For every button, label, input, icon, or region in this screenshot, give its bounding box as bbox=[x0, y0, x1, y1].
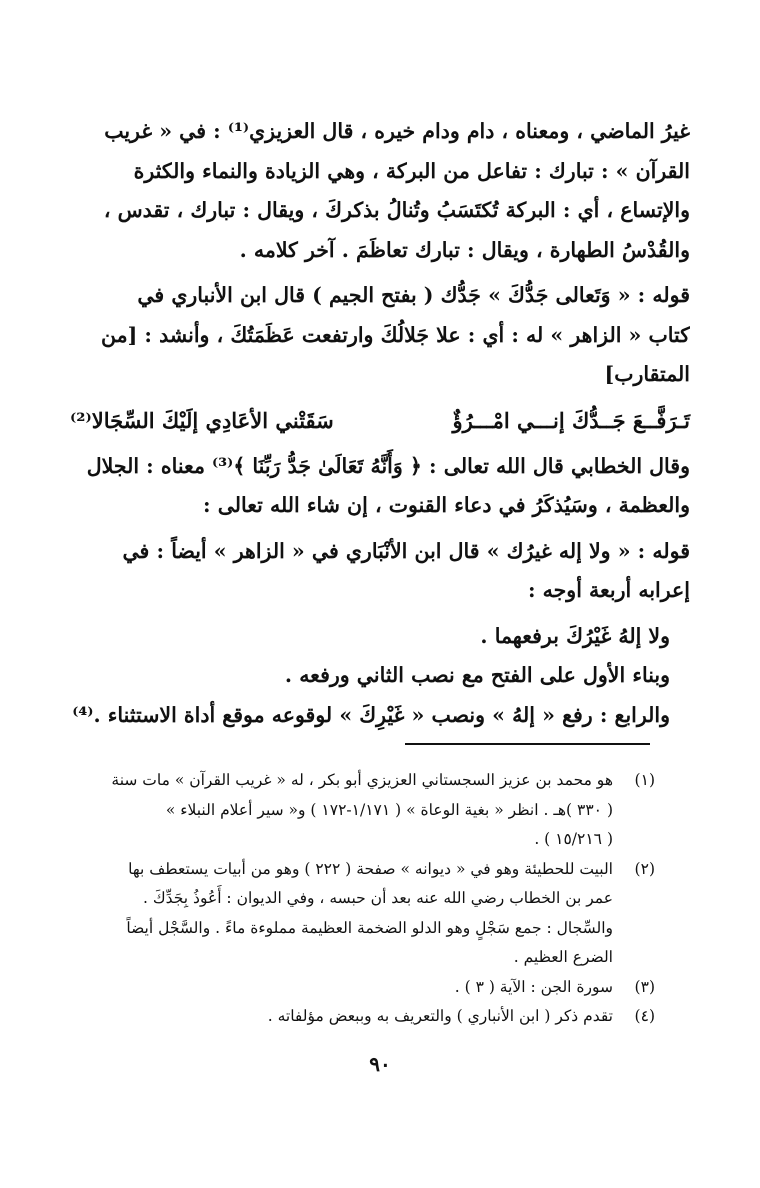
verse-second-hemistich: سَقَتْني الأعَادِي إلَيْكَ السِّجَالا⁽²⁾ bbox=[70, 407, 334, 433]
text-line: والإتساع ، أي : البركة تُكتَسَبُ وتُنالُ بذكركَ ، ويقال : تبارك ، تقدس ، bbox=[103, 198, 690, 222]
poetry-verse bbox=[70, 401, 690, 441]
paragraph-2 bbox=[70, 276, 690, 395]
footnotes bbox=[70, 766, 655, 1032]
text-line: والعظمة ، وسَيُذكَرُ في دعاء القنوت ، إن شاء الله تعالى : bbox=[202, 493, 690, 517]
footnote-line: الضرع العظيم . bbox=[513, 948, 613, 966]
text-line: القرآن » : تبارك : تفاعل من البركة ، وهي الزيادة والنماء والكثرة bbox=[133, 158, 690, 183]
footnote-number: (٣) bbox=[634, 977, 655, 996]
footnote-line: عمر بن الخطاب رضي الله عنه بعد أن حبسه ، وفي الديوان : أَعُوذُ بِجَدِّكَ . bbox=[143, 889, 613, 907]
main-text bbox=[70, 112, 690, 741]
list-item: وبناء الأول على الفتح مع نصب الثاني ورفعه . bbox=[284, 663, 670, 687]
text-line: كتاب « الزاهر » له : أي : علا جَلالُكَ وارتفعت عَظَمَتُكَ ، وأنشد : [من bbox=[100, 322, 690, 347]
footnote-4 bbox=[70, 1002, 655, 1032]
footnote-line: والسِّجال : جمع سَجْلٍ وهو الدلو الضخمة العظيمة مملوءة ماءً . والسَّجْل أيضاً bbox=[126, 918, 613, 937]
footnote-1 bbox=[70, 766, 655, 855]
verse-first-hemistich: تَـرَفَّــعَ جَــدُّكَ إنـــي امْـــرُؤٌ bbox=[452, 407, 690, 433]
footnote-line: ( ١٥/٢١٦ ) . bbox=[534, 830, 613, 848]
footnote-line: هو محمد بن عزيز السجستاني العزيزي أبو بكر ، له « غريب القرآن » مات سنة bbox=[111, 771, 613, 789]
footnote-3 bbox=[70, 973, 655, 1003]
list-item: والرابع : رفع « إلهُ » ونصب « غَيْرِكَ » لوقوعه موقع أداة الاستثناء .⁽⁴⁾ bbox=[72, 702, 670, 727]
footnote-number: (٤) bbox=[634, 1007, 655, 1025]
paragraph-3 bbox=[70, 447, 690, 526]
text-line: قوله : « وَتَعالى جَدُّكَ » جَدُّك ( بفتح الجيم ) قال ابن الأنباري في bbox=[137, 283, 690, 307]
paragraph-4 bbox=[70, 532, 690, 611]
footnote-line: سورة الجن : الآية ( ٣ ) . bbox=[454, 977, 613, 996]
text-line: إعرابه أربعة أوجه : bbox=[527, 578, 690, 602]
text-line: وقال الخطابي قال الله تعالى : ﴿ وَأَنَّهُ تَعَالَىٰ جَدُّ رَبِّنَا ﴾⁽³⁾ معناه : الجلال bbox=[86, 453, 690, 478]
paragraph-1 bbox=[70, 112, 690, 270]
text-line: غيرُ الماضي ، ومعناه ، دام ودام خيره ، قال العزيزي⁽¹⁾ : في « غريب bbox=[104, 119, 690, 143]
list-item: ولا إلهُ غَيْرُكَ برفعهما . bbox=[480, 623, 670, 648]
footnote-divider bbox=[405, 743, 650, 745]
footnote-line: البيت للحطيئة وهو في « ديوانه » صفحة ( ٢٢٢ ) وهو من أبيات يستعطف بها bbox=[128, 859, 613, 878]
footnote-number: (٢) bbox=[634, 859, 655, 878]
footnote-number: (١) bbox=[634, 771, 655, 789]
footnote-line: تقدم ذكر ( ابن الأنباري ) والتعريف به وببعض مؤلفاته . bbox=[267, 1007, 613, 1025]
parsing-list bbox=[70, 617, 690, 736]
text-line: المتقارب] bbox=[604, 362, 690, 386]
text-line: قوله : « ولا إله غيرُك » قال ابن الأنْبَاري في « الزاهر » أيضاً : في bbox=[122, 538, 690, 563]
text-line: والقُدْسُ الطهارة ، ويقال : تبارك تعاظَمَ . آخر كلامه . bbox=[239, 237, 690, 262]
footnote-line: ( ٣٣٠ )هـ . انظر « بغية الوعاة » ( ١/١٧١-١٧٢ ) و« سير أعلام النبلاء » bbox=[165, 800, 613, 819]
footnote-2 bbox=[70, 855, 655, 973]
page-number: ٩٠ bbox=[369, 1052, 391, 1076]
